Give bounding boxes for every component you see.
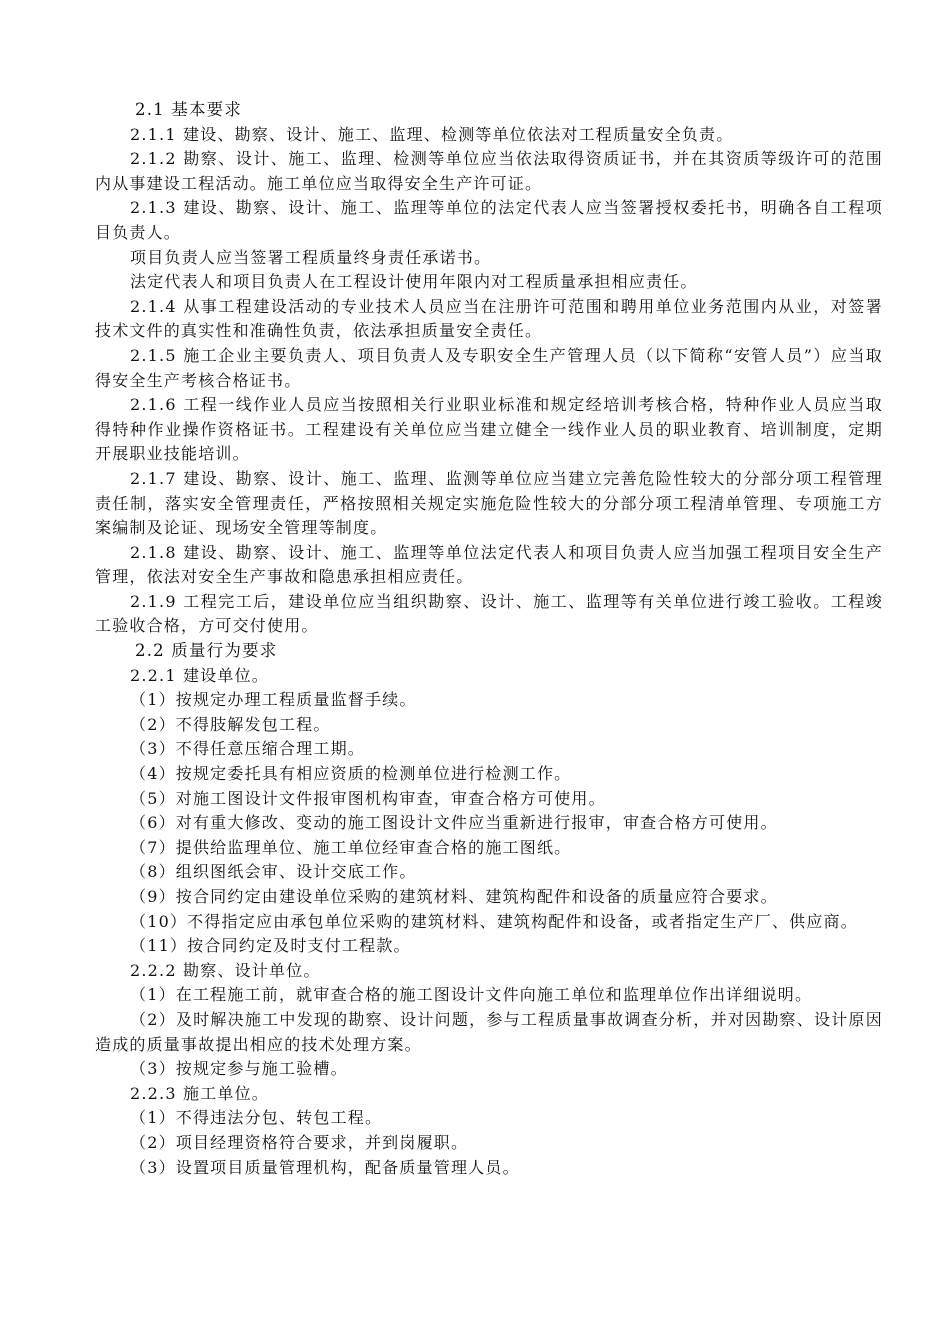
list-item: （7）提供给监理单位、施工单位经审查合格的施工图纸。 [130,837,572,857]
list-item: （10）不得指定应由承包单位采购的建筑材料、建筑构配件和设备，或者指定生产厂、供应商。 [130,911,858,931]
list-item: （1）在工程施工前，就审查合格的施工图设计文件向施工单位和监理单位作出详细说明。 [130,985,813,1005]
paragraph: 2.1.7 建设、勘察、设计、施工、监理、监测等单位应当建立完善危险性较大的分部分项工程管理责任制，落实安全管理责任，严格按照相关规定实施危险性较大的分部分项工程清单管理、专项施工方案编制及论证、现场安全管理等制度。 [95,468,883,538]
subsection-heading: 2.2.1 建设单位。 [130,665,269,685]
list-item: （6）对有重大修改、变动的施工图设计文件应当重新进行报审，审查合格方可使用。 [130,813,778,833]
list-item: （5）对施工图设计文件报审图机构审查，审查合格方可使用。 [130,788,606,808]
paragraph: 2.1.3 建设、勘察、设计、施工、监理等单位的法定代表人应当签署授权委托书，明确各自工程项目负责人。 [95,198,883,242]
list-item: （3）不得任意压缩合理工期。 [130,739,365,759]
list-item: （2）项目经理资格符合要求，并到岗履职。 [130,1132,469,1152]
paragraph: 2.1.2 勘察、设计、施工、监理、检测等单位应当依法取得资质证书，并在其资质等级许可的范围内从事建设工程活动。施工单位应当取得安全生产许可证。 [95,149,883,193]
subsection-heading: 2.2.3 施工单位。 [130,1083,269,1103]
list-item: （3）设置项目质量管理机构，配备质量管理人员。 [130,1157,520,1177]
list-item: （1）不得违法分包、转包工程。 [130,1108,383,1128]
list-item: （1）按规定办理工程质量监督手续。 [130,690,417,710]
paragraph: 2.1.8 建设、勘察、设计、施工、监理等单位法定代表人和项目负责人应当加强工程项目安全生产管理，依法对安全生产事故和隐患承担相应责任。 [95,542,883,587]
paragraph: 2.1.4 从事工程建设活动的专业技术人员应当在注册许可范围和聘用单位业务范围内从业，对签署技术文件的真实性和准确性负责，依法承担质量安全责任。 [95,296,883,341]
section-heading: 2.2 质量行为要求 [135,641,278,661]
section-heading: 2.1 基本要求 [135,100,243,119]
paragraph: 2.1.6 工程一线作业人员应当按照相关行业职业标准和规定经培训考核合格，特种作业人员应当取得特种作业操作资格证书。工程建设有关单位应当建立健全一线作业人员的职业教育、培训制度，定期开展职业技能培训。 [95,395,883,464]
paragraph: 2.1.9 工程完工后，建设单位应当组织勘察、设计、施工、监理等有关单位进行竣工验收。工程竣工验收合格，方可交付使用。 [95,591,883,636]
list-item: （2）不得肢解发包工程。 [130,714,331,734]
subsection-heading: 2.2.2 勘察、设计单位。 [130,960,321,980]
paragraph: 法定代表人和项目负责人在工程设计使用年限内对工程质量承担相应责任。 [130,272,698,292]
list-item: （9）按合同约定由建设单位采购的建筑材料、建筑构配件和设备的质量应符合要求。 [130,887,778,906]
list-item: （4）按规定委托具有相应资质的检测单位进行检测工作。 [130,764,572,784]
paragraph: 2.1.5 施工企业主要负责人、项目负责人及专职安全生产管理人员（以下简称“安管人员”）应当取得安全生产考核合格证书。 [95,345,883,390]
list-item: （3）按规定参与施工验槽。 [130,1059,348,1079]
list-item: （2）及时解决施工中发现的勘察、设计问题，参与工程质量事故调查分析，并对因勘察、设计原因造成的质量事故提出相应的技术处理方案。 [95,1009,883,1054]
document-body [95,98,883,1180]
list-item: （11）按合同约定及时支付工程款。 [130,936,411,956]
paragraph: 项目负责人应当签署工程质量终身责任承诺书。 [130,247,492,267]
list-item: （8）组织图纸会审、设计交底工作。 [130,862,417,882]
paragraph: 2.1.1 建设、勘察、设计、施工、监理、检测等单位依法对工程质量安全负责。 [130,124,734,144]
